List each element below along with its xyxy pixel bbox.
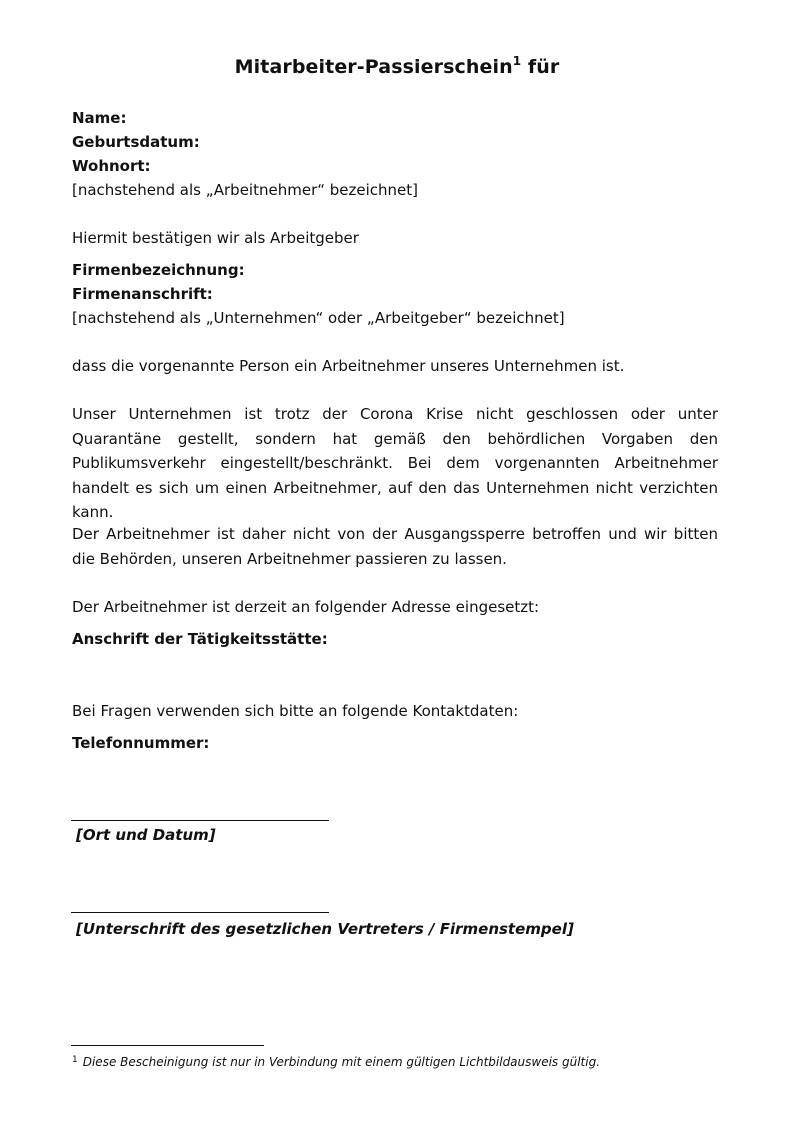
contact-intro: Bei Fragen verwenden sich bitte an folgende Kontaktdaten: [72,702,519,720]
place-date-label: [Ort und Datum] [76,826,216,844]
page-title [0,56,794,78]
business-status-paragraph: Unser Unternehmen ist trotz der Corona Krise nicht geschlossen oder unter Quarantäne gestellt, sondern hat gemäß den behördlichen Vorgaben den Publikumsverkehr eingestellt/beschränkt. Bei dem vorgenannten Arbeitnehmer handelt es sich um einen Arbeitnehmer, auf den das Unternehmen nicht verzichten kann. [72,405,718,521]
birthdate-label: Geburtsdatum: [72,133,200,151]
footnote-marker: 1 [72,1055,78,1065]
company-address-label: Firmenanschrift: [72,285,213,303]
footnote [72,1055,600,1069]
footnote-text: Diese Bescheinigung ist nur in Verbindung mit einem gültigen Lichtbildausweis gültig. [82,1055,601,1069]
curfew-request-paragraph: Der Arbeitnehmer ist daher nicht von der Ausgangssperre betroffen und wir bitten die Behörden, unseren Arbeitnehmer passieren zu lassen. [72,525,718,568]
name-label: Name: [72,109,127,127]
footnote-separator [71,1045,264,1046]
residence-label: Wohnort: [72,157,151,175]
signature-line [71,912,329,913]
company-name-label: Firmenbezeichnung: [72,261,245,279]
workplace-intro: Der Arbeitnehmer ist derzeit an folgender Adresse eingesetzt: [72,598,540,616]
phone-label: Telefonnummer: [72,734,210,752]
workplace-address-label: Anschrift der Tätigkeitsstätte: [72,630,328,648]
title-text: Mitarbeiter-Passierschein [234,56,513,78]
place-date-signature-line [71,820,329,821]
employee-designation-note: [nachstehend als „Arbeitnehmer“ bezeichnet] [72,181,419,199]
signature-label: [Unterschrift des gesetzlichen Vertreters / Firmenstempel] [76,920,574,938]
title-footnote-marker: 1 [512,54,522,68]
confirmation-intro: Hiermit bestätigen wir als Arbeitgeber [72,229,359,247]
title-suffix: für [527,56,560,78]
employment-statement: dass die vorgenannte Person ein Arbeitnehmer unseres Unternehmen ist. [72,357,625,375]
employer-designation-note: [nachstehend als „Unternehmen“ oder „Arbeitgeber“ bezeichnet] [72,309,565,327]
